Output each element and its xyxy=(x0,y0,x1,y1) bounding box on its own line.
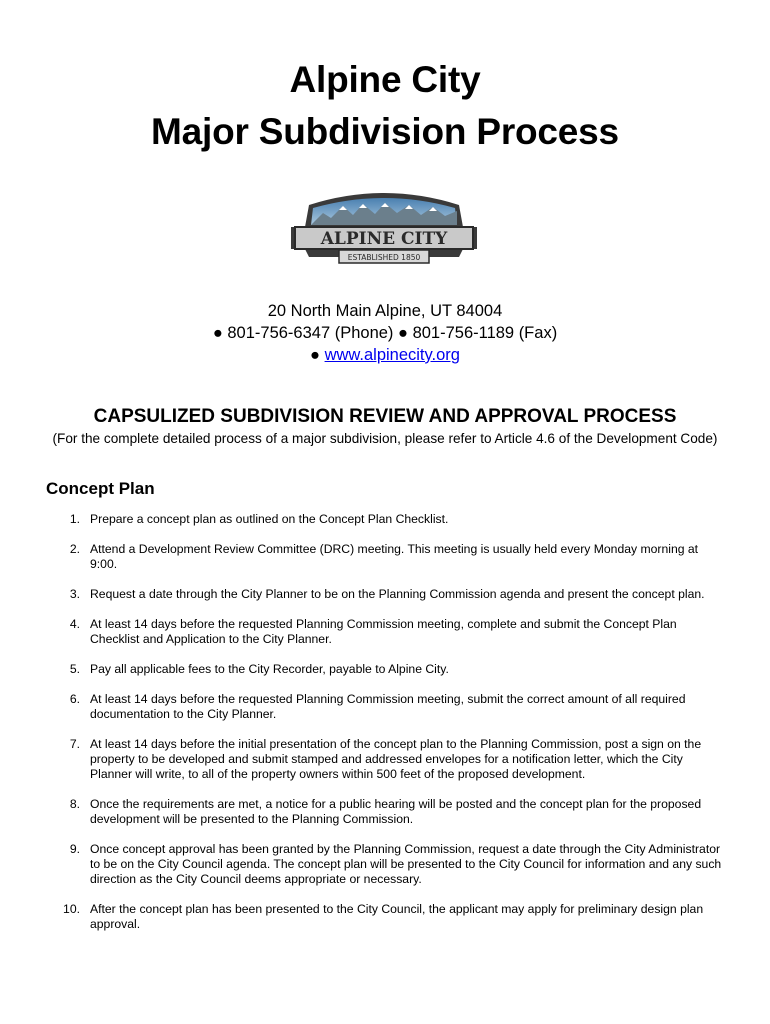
alpine-city-logo xyxy=(287,187,481,271)
list-item: 5. Pay all applicable fees to the City Recorder, payable to Alpine City. xyxy=(69,662,449,676)
list-item: 8. Once the requirements are met, a notice for a public hearing will be posted and the concept plan for the proposed development will be presented to the Planning Commission. xyxy=(69,797,702,826)
concept-plan-heading: Concept Plan xyxy=(46,479,155,498)
list-item: 9. Once concept approval has been granted by the Planning Commission, request a date through the City Administrator to be on the City Council agenda. The concept plan will be presented to the City Council for information and any such direction as the City Council deems appropriate or necessary. xyxy=(69,842,722,886)
svg-text:ESTABLISHED 1850: ESTABLISHED 1850 xyxy=(347,253,421,262)
address: 20 North Main Alpine, UT 84004 xyxy=(267,302,503,320)
page-title-line-2: Major Subdivision Process xyxy=(151,111,619,152)
list-item: 6. At least 14 days before the requested Planning Commission meeting, submit the correct amount of all required documentation to the City Planner. xyxy=(69,692,686,721)
list-item: 3. Request a date through the City Planner to be on the Planning Commission agenda and present the concept plan. xyxy=(69,587,705,601)
page-title-line-1: Alpine City xyxy=(289,59,481,100)
list-item: 10. After the concept plan has been presented to the City Council, the applicant may apply for preliminary design plan approval. xyxy=(63,902,704,931)
svg-text:ALPINE CITY: ALPINE CITY xyxy=(320,229,448,249)
bullet: ● xyxy=(310,346,320,364)
list-item: 1. Prepare a concept plan as outlined on the Concept Plan Checklist. xyxy=(69,512,449,526)
concept-plan-steps xyxy=(0,512,770,932)
fax-number: 801-756-1189 (Fax) xyxy=(412,324,558,342)
website-line xyxy=(0,344,770,366)
process-heading: CAPSULIZED SUBDIVISION REVIEW AND APPROVAL PROCESS xyxy=(93,406,677,427)
website-link[interactable]: www.alpinecity.org xyxy=(324,346,460,364)
process-note: (For the complete detailed process of a major subdivision, please refer to Article 4.6 of the Development Code) xyxy=(52,431,718,446)
list-item: 7. At least 14 days before the initial presentation of the concept plan to the Planning Commission, post a sign on the property to be developed and submit stamped and addressed envelopes for a notification letter, which the City Planner will write, to all of the property owners within 500 feet of the proposed development. xyxy=(69,737,702,781)
phone-number: 801-756-6347 (Phone) xyxy=(227,324,394,342)
list-item: 2. Attend a Development Review Committee (DRC) meeting. This meeting is usually held every Monday morning at 9:00. xyxy=(69,542,699,571)
list-item: 4. At least 14 days before the requested Planning Commission meeting, complete and submit the Concept Plan Checklist and Application to the City Planner. xyxy=(69,617,677,646)
phone-fax-line xyxy=(0,322,770,344)
bullet: ● xyxy=(398,324,408,342)
bullet: ● xyxy=(212,324,223,342)
